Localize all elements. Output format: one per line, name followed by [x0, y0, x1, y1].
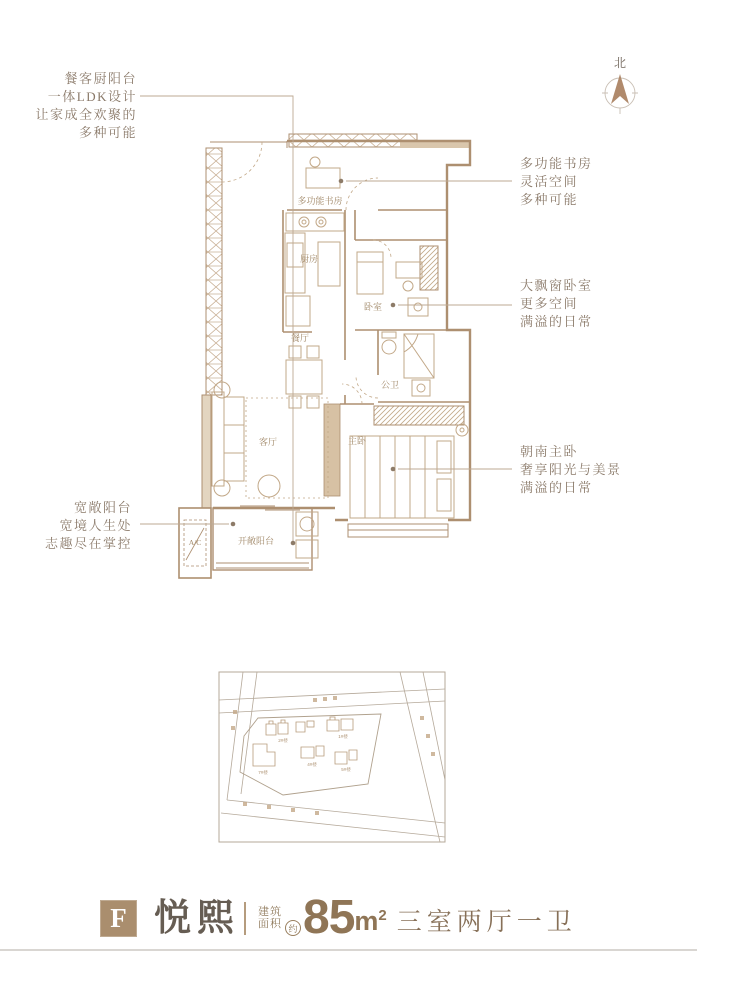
master-bay-window [348, 524, 448, 537]
annotation-line: 让家成全欢聚的 [35, 107, 137, 122]
annotation-line: 志趣尽在掌控 [44, 536, 132, 551]
bottom-divider [0, 949, 697, 951]
balcony-window [216, 563, 309, 568]
annotation-master [520, 443, 622, 497]
stove-burner [299, 217, 309, 227]
room-label-kitchen: 厨房 [299, 254, 319, 264]
fridge [286, 296, 310, 326]
dining-table [286, 360, 322, 394]
master-wardrobe [374, 406, 464, 425]
stove-burner [316, 217, 326, 227]
north-arrow-icon [611, 74, 629, 104]
dining-chair [307, 346, 319, 358]
living-left-wall [202, 395, 211, 508]
sofa-seat [224, 397, 244, 481]
annotation-line: 满溢的日常 [520, 480, 593, 495]
annotation-ldk [35, 70, 137, 142]
leader-dots [231, 179, 396, 546]
room-label-ac: A/C [188, 538, 202, 547]
dining-chair [289, 346, 301, 358]
kitchen-counter [286, 213, 344, 231]
annotation-line: 多种可能 [78, 125, 137, 140]
building-label: 5#楼 [341, 767, 351, 772]
room-label-dining: 餐厅 [290, 333, 310, 343]
sofa-arm [214, 480, 230, 496]
tv-partition-wall [324, 404, 340, 496]
area-sup: 2 [378, 906, 387, 924]
sofa-back [212, 392, 224, 486]
dining-chair [289, 396, 301, 408]
study-chair [310, 157, 320, 167]
annotation-line: 大飘窗卧室 [520, 278, 593, 293]
building-label: 1#楼 [338, 734, 348, 739]
annotation-line: 朝南主卧 [520, 444, 579, 459]
area-prefix-line: 面积 [258, 918, 282, 930]
room-label-balcony: 开敞阳台 [237, 536, 275, 546]
bedroom-nightstand [408, 298, 428, 316]
master-bed [347, 436, 454, 518]
title-divider [244, 902, 246, 935]
building-label: 2#楼 [278, 738, 288, 743]
area-value: 85 [303, 891, 355, 944]
terrace-edge [210, 141, 287, 148]
unit-name: 悦熙 [154, 897, 240, 939]
area-prefix [258, 906, 282, 931]
bedroom-chair [403, 281, 413, 291]
coffee-table [258, 475, 280, 497]
annotation-study [520, 155, 593, 209]
approx-circle: 约 [285, 920, 301, 936]
layout-description: 三室两厅一卫 [396, 909, 577, 936]
annotation-balcony [45, 499, 132, 553]
area-prefix-line: 建筑 [258, 905, 282, 918]
north-compass [602, 56, 638, 114]
kitchen-island [318, 242, 340, 286]
building-label: 7#楼 [258, 770, 268, 775]
room-label-bath: 公卫 [380, 380, 400, 390]
site-map [219, 672, 445, 842]
washer [296, 512, 318, 536]
annotation-line: 一体LDK设计 [47, 89, 137, 104]
bedroom-wardrobe [420, 246, 438, 290]
toilet-tank [382, 332, 396, 338]
room-label-master: 主卧 [347, 436, 367, 446]
nightstand [456, 424, 468, 436]
annotation-line: 宽境人生处 [59, 518, 132, 533]
north-label: 北 [613, 56, 627, 70]
room-label-bedroom: 卧室 [363, 302, 383, 312]
annotation-line: 奢享阳光与美景 [520, 462, 622, 477]
area-unit: $m^2$ [354, 905, 387, 936]
annotation-line: 更多空间 [520, 296, 579, 311]
title-block [100, 891, 577, 944]
left-service-strip [206, 148, 222, 395]
toilet [382, 340, 396, 354]
annotation-line: 多功能书房 [520, 156, 593, 171]
annotation-line: 灵活空间 [520, 174, 579, 189]
building-label: 4#楼 [307, 762, 317, 767]
unit-type-badge: F [100, 900, 137, 937]
annotation-line: 多种可能 [520, 192, 579, 207]
plan-furniture [212, 157, 468, 558]
study-desk [306, 168, 340, 188]
balcony-cabinet [296, 540, 318, 558]
bedroom-desk [396, 262, 422, 278]
compass-ticks [602, 93, 638, 114]
room-label-study: 多功能书房 [297, 196, 343, 206]
annotation-line: 满溢的日常 [520, 314, 593, 329]
bath-sink [412, 380, 430, 396]
bedroom-bed [357, 252, 383, 294]
pillow [437, 441, 451, 473]
annotation-line: 宽敞阳台 [73, 500, 132, 515]
annotation-line: 餐客厨阳台 [64, 71, 137, 86]
pillow [437, 479, 451, 511]
room-label-living: 客厅 [258, 437, 278, 447]
annotation-bay-bedroom [520, 277, 593, 331]
